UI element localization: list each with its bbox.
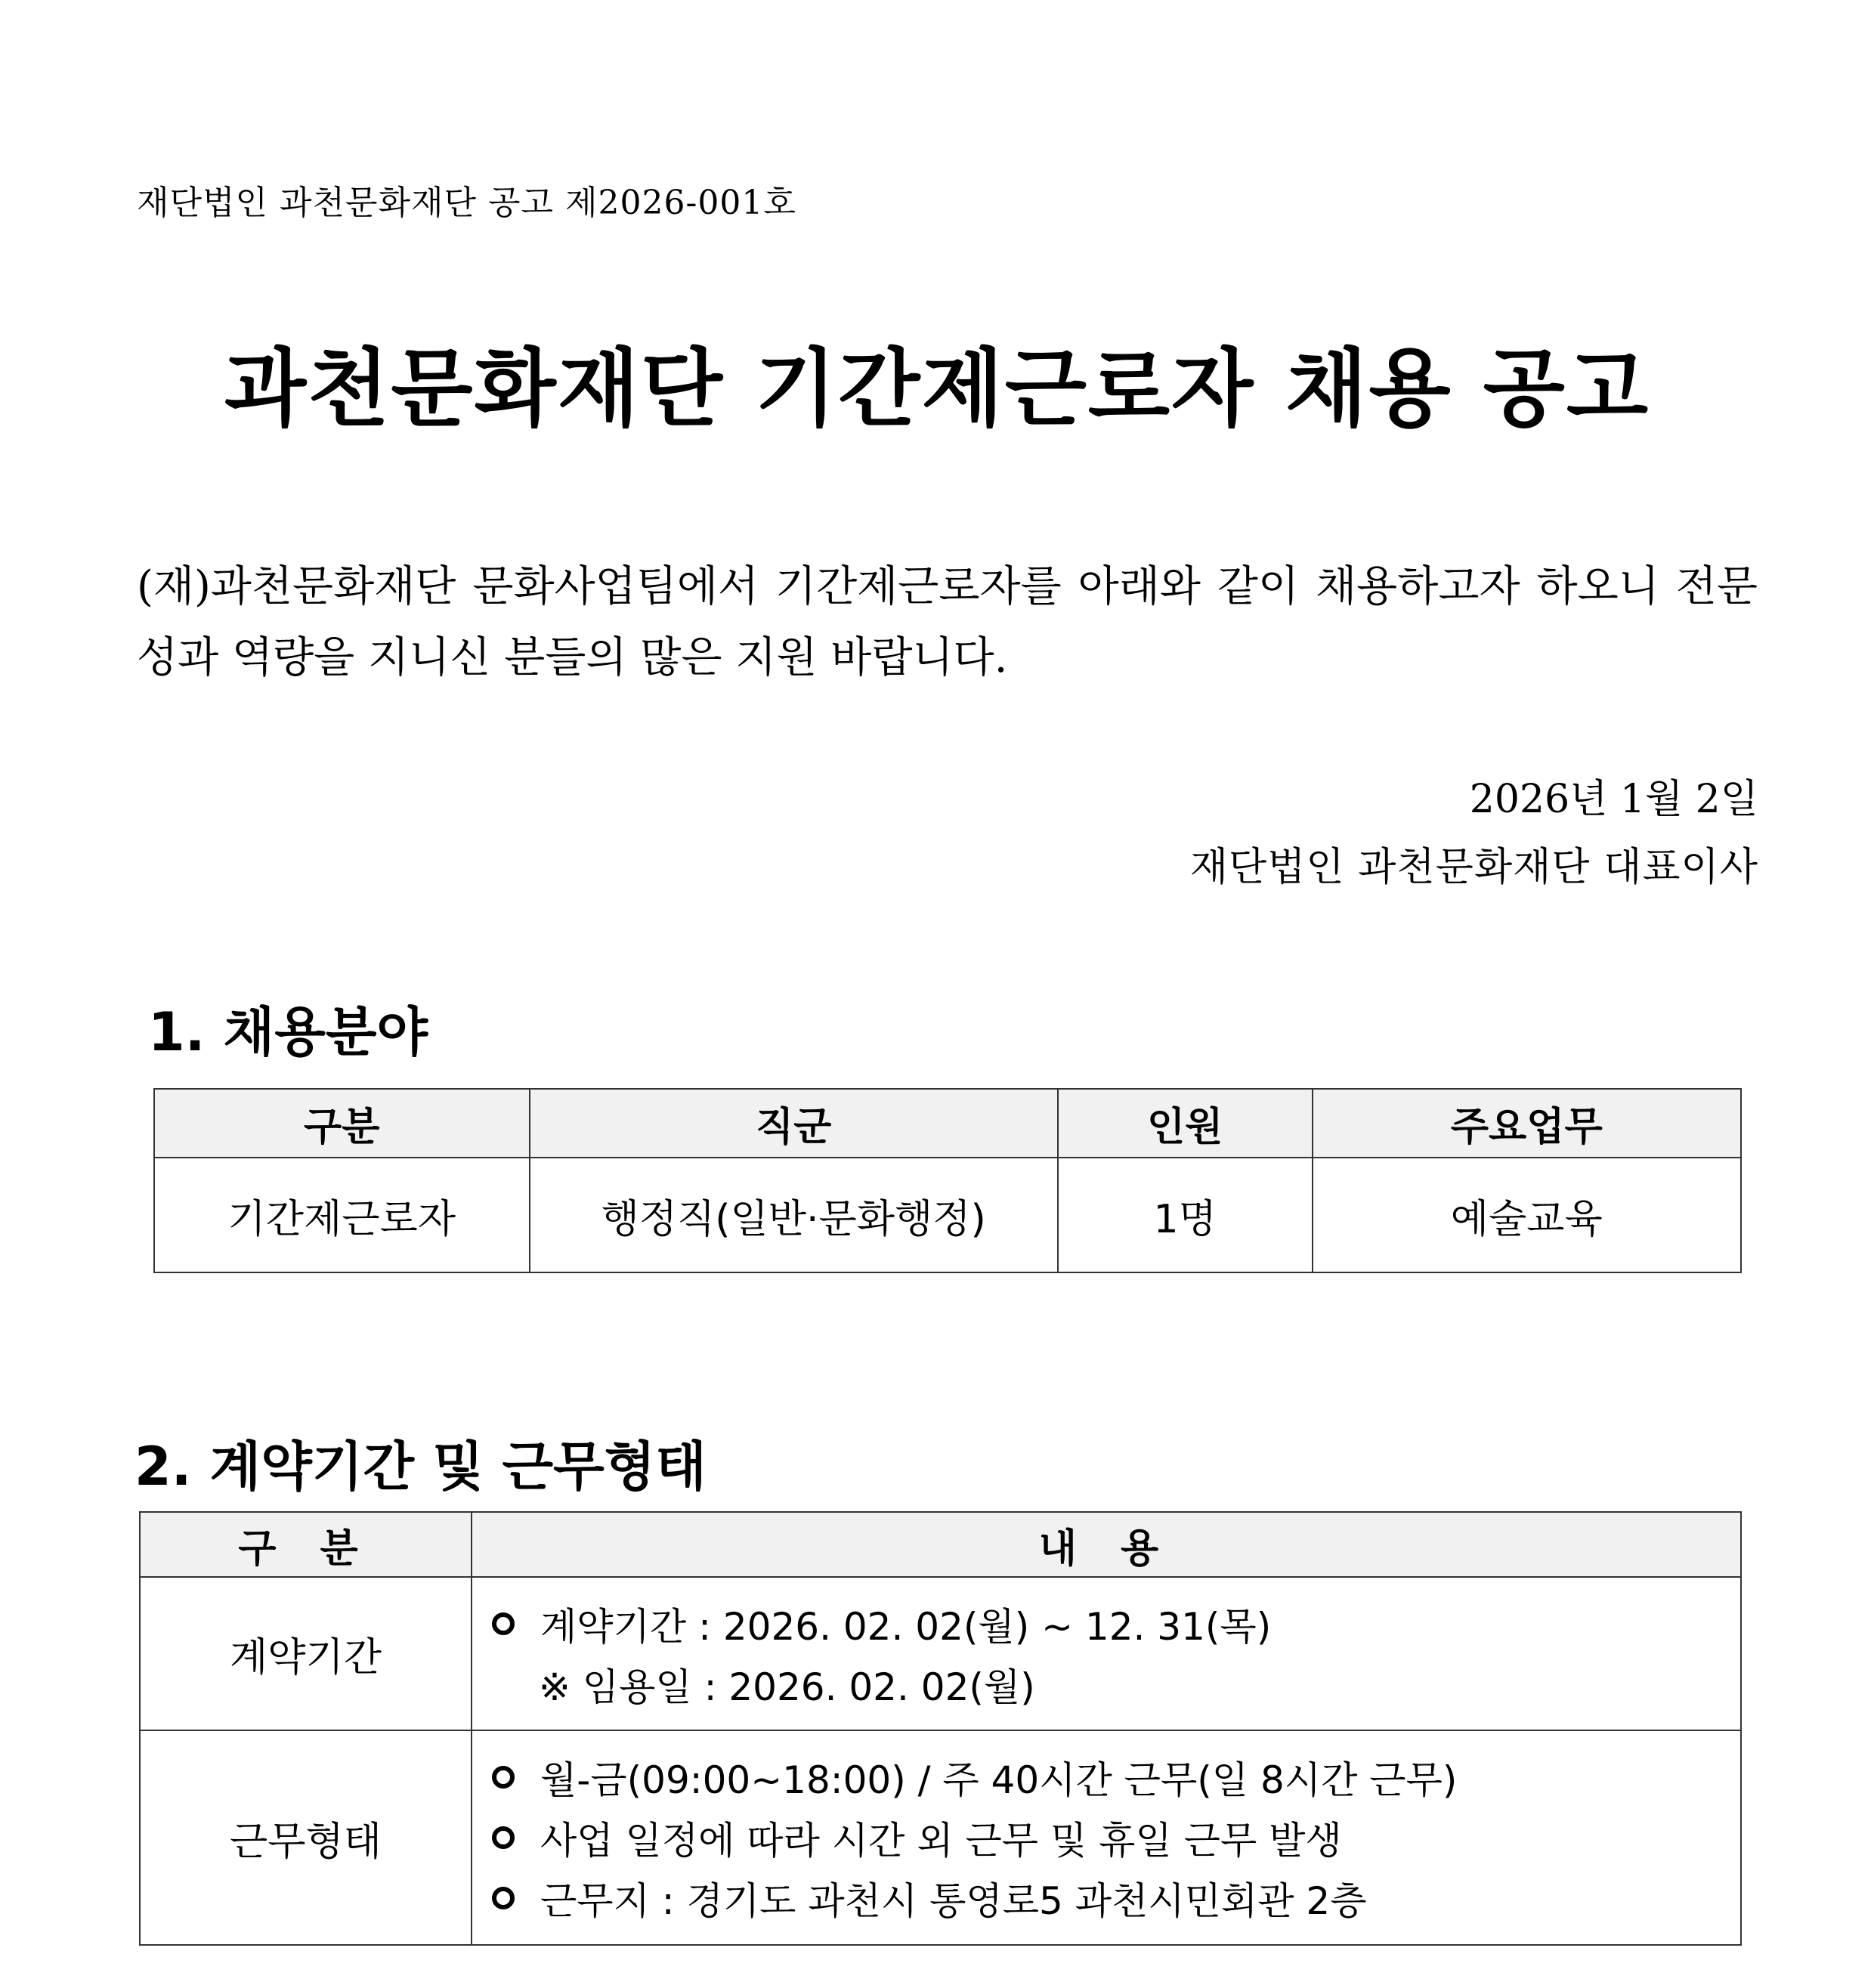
cell-headcount: 1명 [1058,1158,1313,1272]
intro-paragraph: (재)과천문화재단 문화사업팀에서 기간제근로자를 아래와 같이 채용하고자 하오니 전문성과 역량을 지니신 분들의 많은 지원 바랍니다. [137,562,1758,682]
header-headcount: 인원 [1058,1089,1313,1158]
list-item [492,1594,1740,1654]
list-item [492,1868,1740,1928]
cell-category: 기간제근로자 [154,1158,530,1272]
header-job-group: 직군 [530,1089,1058,1158]
circle-bullet-icon [492,1887,515,1909]
table-header-row [140,1512,1741,1577]
contract-period-text: 계약기간 : 2026. 02. 02(월) ~ 12. 31(목) [540,1604,1272,1649]
announcement-date: 2026년 1월 2일 [1469,777,1758,822]
work-location-text: 근무지 : 경기도 과천시 통영로5 과천시민회관 2층 [540,1879,1367,1923]
header-content: 내 용 [472,1512,1741,1577]
work-type-content [472,1730,1741,1945]
contract-table [139,1511,1742,1946]
circle-bullet-icon [492,1612,515,1635]
circle-bullet-icon [492,1766,515,1789]
list-item [492,1747,1740,1807]
contract-period-content [472,1577,1741,1730]
header-category: 구분 [154,1089,530,1158]
table-row [154,1158,1741,1272]
work-type-label: 근무형태 [140,1730,472,1945]
cell-job-group: 행정직(일반·문화행정) [530,1158,1058,1272]
overtime-text: 사업 일정에 따라 시간 외 근무 및 휴일 근무 발생 [540,1819,1342,1863]
table-row [140,1730,1741,1945]
issuer-name: 재단법인 과천문화재단 대표이사 [1189,845,1758,890]
appointment-date-note: ※ 임용일 : 2026. 02. 02(월) [539,1665,1035,1709]
table-header-row [154,1089,1741,1158]
header-main-duties: 주요업무 [1313,1089,1741,1158]
header-category: 구 분 [140,1512,472,1577]
contract-period-label: 계약기간 [140,1577,472,1730]
list-item [492,1807,1740,1868]
recruitment-field-table [153,1088,1742,1273]
section-recruitment-field-heading: 1. 채용분야 [148,1001,428,1063]
circle-bullet-icon [492,1826,515,1849]
table-row [140,1577,1741,1730]
page-title: 과천문화재단 기간제근로자 채용 공고 [224,340,1650,438]
cell-main-duties: 예술교육 [1313,1158,1741,1272]
section-contract-heading: 2. 계약기간 및 근무형태 [135,1436,707,1498]
notice-number: 재단법인 과천문화재단 공고 제2026-001호 [137,184,796,222]
work-hours-text: 월-금(09:00~18:00) / 주 40시간 근무(일 8시간 근무) [540,1758,1458,1802]
